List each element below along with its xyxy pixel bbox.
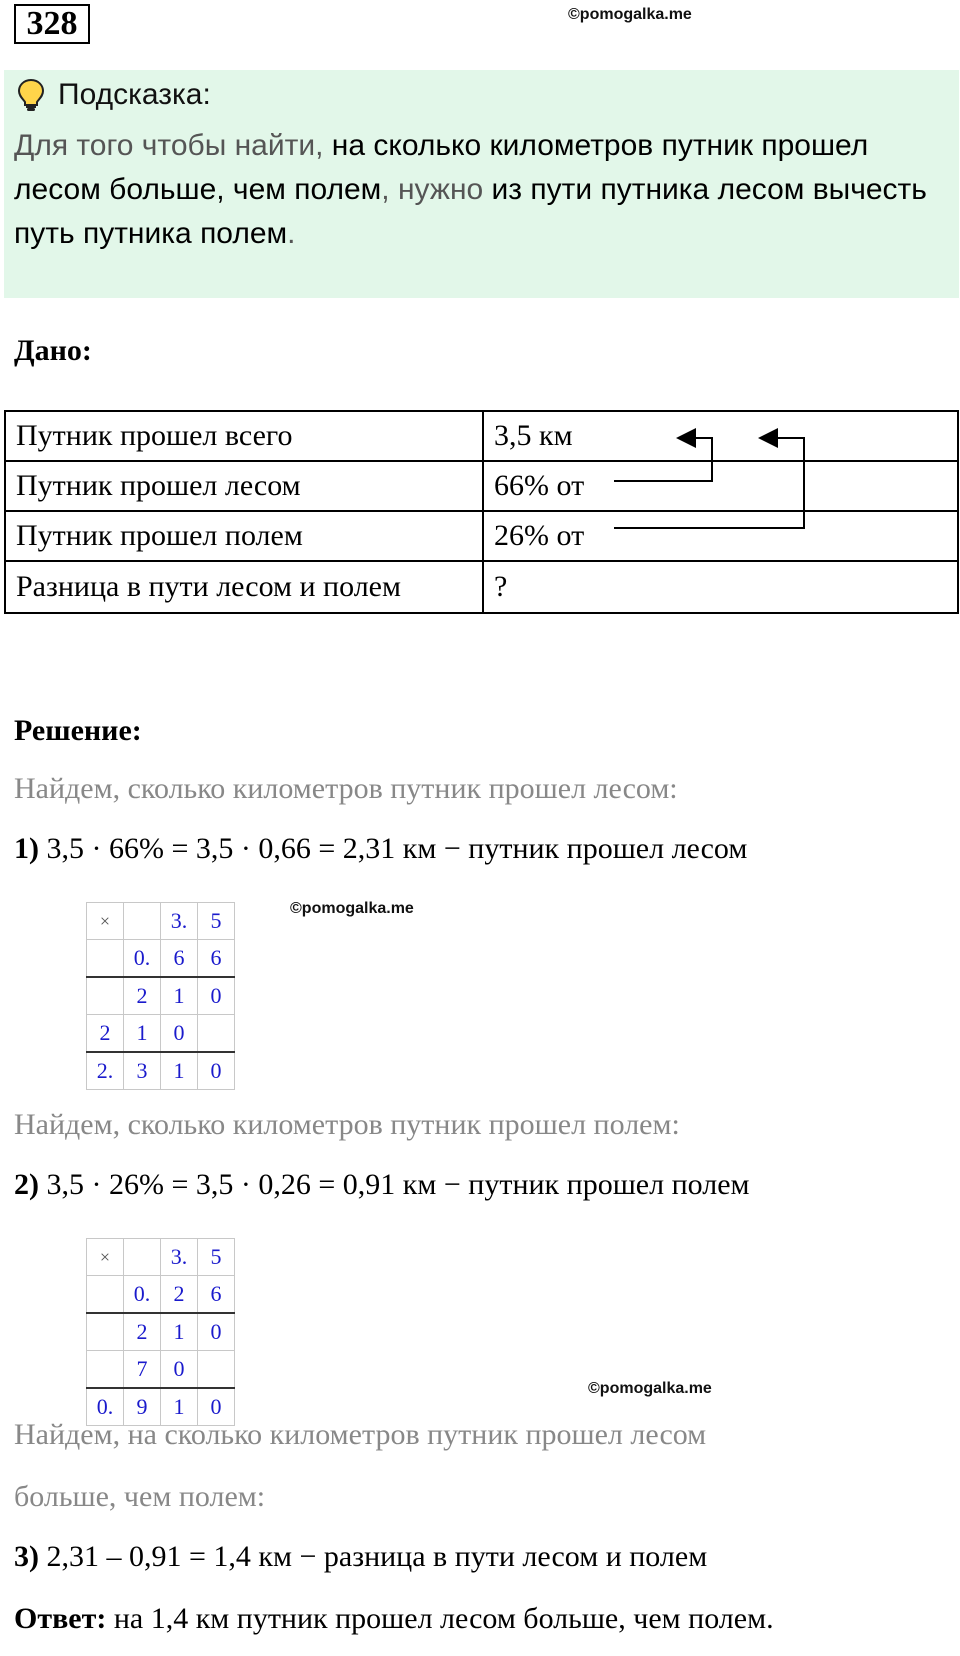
table-row: Разница в пути лесом и полем ?: [5, 561, 958, 613]
multiply-sign: ×: [87, 903, 124, 940]
mult-cell: 3: [124, 1052, 161, 1090]
multiplication-table-2: [86, 1238, 235, 1426]
mult-row: [87, 1239, 235, 1276]
mult-cell: 1: [124, 1015, 161, 1053]
watermark: ©pomogalka.me: [588, 1380, 712, 1397]
mult-cell: [87, 1276, 124, 1314]
step1-expression: 1) 3,5 · 66% = 3,5 · 0,66 = 2,31 км − путник прошел лесом: [14, 832, 748, 865]
step1-text: Найдем, сколько километров путник прошел лесом:: [14, 772, 678, 805]
mult-cell: [198, 1351, 235, 1389]
watermark: ©pomogalka.me: [568, 6, 692, 23]
mult-cell: 0: [198, 1313, 235, 1351]
task-number: 328: [14, 4, 90, 44]
mult-cell: 3.: [161, 903, 198, 940]
mult-cell: 1: [161, 1313, 198, 1351]
mult-cell: 5: [198, 903, 235, 940]
mult-cell: 0: [161, 1351, 198, 1389]
mult-cell: [87, 940, 124, 978]
mult-cell: 0.: [87, 1388, 124, 1426]
mult-cell: [87, 1351, 124, 1389]
mult-row: [87, 1313, 235, 1351]
mult-row: [87, 1015, 235, 1053]
mult-cell: 5: [198, 1239, 235, 1276]
multiply-sign: ×: [87, 1239, 124, 1276]
mult-cell: 6: [161, 940, 198, 978]
step2-expression: 2) 3,5 · 26% = 3,5 · 0,26 = 0,91 км − путник прошел полем: [14, 1168, 750, 1201]
mult-row: [87, 1052, 235, 1090]
hint-title: Подсказка:: [58, 78, 211, 111]
lightbulb-icon: [16, 78, 46, 112]
mult-cell: 2: [161, 1276, 198, 1314]
table-row: Путник прошел всего 3,5 км: [5, 411, 958, 461]
given-heading: Дано:: [14, 334, 92, 367]
hint-text: Для того чтобы найти, на сколько километров путник прошел лесом больше, чем полем, нужно из пути путника лесом вычесть путь путника полем.: [14, 129, 927, 250]
step2-text: Найдем, сколько километров путник прошел полем:: [14, 1108, 680, 1141]
mult-cell: [87, 1313, 124, 1351]
reference-arrows: [600, 420, 820, 540]
mult-cell: 0: [198, 1052, 235, 1090]
mult-row: [87, 977, 235, 1015]
mult-cell: 2: [124, 977, 161, 1015]
step3-expression: 3) 2,31 – 0,91 = 1,4 км − разница в пути лесом и полем: [14, 1540, 708, 1573]
mult-cell: [87, 977, 124, 1015]
mult-cell: 2: [124, 1313, 161, 1351]
watermark: ©pomogalka.me: [290, 900, 414, 917]
mult-cell: 7: [124, 1351, 161, 1389]
mult-cell: 9: [124, 1388, 161, 1426]
mult-cell: 2.: [87, 1052, 124, 1090]
mult-cell: 0.: [124, 940, 161, 978]
mult-cell: 1: [161, 1052, 198, 1090]
table-row: Путник прошел полем 26% от: [5, 511, 958, 561]
mult-row: [87, 1276, 235, 1314]
mult-cell: 0: [161, 1015, 198, 1053]
answer: Ответ: на 1,4 км путник прошел лесом больше, чем полем.: [14, 1602, 774, 1635]
mult-cell: 6: [198, 1276, 235, 1314]
mult-cell: 0.: [124, 1276, 161, 1314]
mult-cell: [124, 1239, 161, 1276]
mult-cell: 1: [161, 1388, 198, 1426]
mult-cell: 3.: [161, 1239, 198, 1276]
solution-heading: Решение:: [14, 714, 142, 747]
mult-row: [87, 1351, 235, 1389]
mult-row: [87, 903, 235, 940]
multiplication-table-1: [86, 902, 235, 1090]
mult-cell: 6: [198, 940, 235, 978]
table-row: Путник прошел лесом 66% от: [5, 461, 958, 511]
mult-cell: 0: [198, 1388, 235, 1426]
mult-cell: 2: [87, 1015, 124, 1053]
mult-cell: 1: [161, 977, 198, 1015]
step3-text-line1: Найдем, на сколько километров путник прошел лесом: [14, 1418, 707, 1451]
mult-cell: [198, 1015, 235, 1053]
mult-cell: 0: [198, 977, 235, 1015]
step3-text-line2: больше, чем полем:: [14, 1480, 266, 1513]
mult-cell: [124, 903, 161, 940]
mult-row: [87, 940, 235, 978]
